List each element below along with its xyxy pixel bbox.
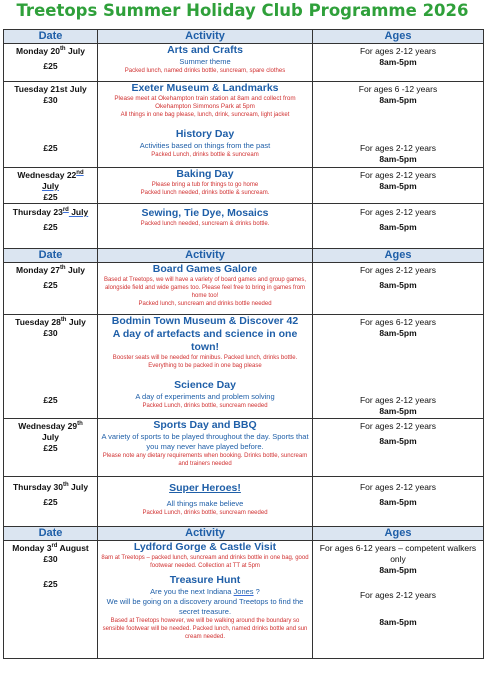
date-header: Date	[4, 30, 98, 44]
age-range: For ages 2-12 years	[359, 207, 437, 217]
age-range: For ages 2-12 years	[359, 265, 437, 275]
activity-note: Packed lunch needed, drinks bottle & suncream.	[140, 190, 270, 196]
time-range: 8am-5pm	[379, 222, 417, 232]
table-row	[4, 419, 484, 477]
header-row	[4, 30, 484, 44]
table-row	[4, 315, 484, 419]
age-range: For ages 6 -12 years	[358, 84, 438, 94]
activity-header: Activity	[98, 527, 313, 541]
time-range: 8am-5pm	[379, 154, 417, 164]
table-row	[4, 541, 484, 659]
activity-title: Science Day	[174, 379, 236, 391]
activity-description: A day of experiments and problem solving	[135, 392, 275, 401]
activity-note: Packed Lunch, drinks bottle, suncream needed	[142, 510, 268, 516]
price: £25	[43, 579, 58, 589]
table-row	[4, 82, 484, 168]
header-row	[4, 527, 484, 541]
time-range: 8am-5pm	[379, 406, 417, 416]
age-range: For ages 2-12 years	[359, 590, 437, 600]
date-text: Tuesday 21st July	[14, 84, 87, 94]
activity-note: Packed Lunch, drinks bottle, suncream needed	[142, 403, 268, 409]
price: £25	[43, 280, 58, 290]
activity-description: Summer theme	[179, 57, 231, 66]
table-row	[4, 44, 484, 82]
date-text: Tuesday 28th July	[15, 317, 86, 327]
time-range: 8am-5pm	[379, 565, 417, 575]
price: £30	[43, 554, 58, 564]
header-row	[4, 249, 484, 263]
table-row	[4, 168, 484, 204]
price: £25	[43, 61, 58, 71]
activity-note: Packed lunch needed, suncream & drinks bottle.	[140, 221, 270, 227]
date-header: Date	[4, 249, 98, 263]
activity-header: Activity	[98, 30, 313, 44]
activity-note: 8am at Treetops – packed lunch, suncream and drinks bottle in one bag, good footwear needed. Collection at TT at 5pm	[101, 555, 309, 569]
date-text: Thursday 23rd July	[12, 207, 89, 217]
activity-note: Based at Treetops however, we will be walking around the boundary so sensible footwear will be needed. Packed lunch, named drinks bottle and sun cream needed.	[102, 618, 308, 640]
time-range: 8am-5pm	[379, 95, 417, 105]
activity-description: All things make believe	[166, 499, 244, 508]
ages-header: Ages	[313, 30, 484, 44]
activity-note: Please note any dietary requirements when booking. Drinks bottle, suncream and trainers needed	[102, 453, 308, 467]
activity-note: Packed Lunch, drinks bottle & suncream	[151, 152, 259, 158]
age-range: For ages 2-12 years	[359, 143, 437, 153]
date-header: Date	[4, 527, 98, 541]
table-row	[4, 263, 484, 315]
age-range: For ages 2-12 years	[359, 395, 437, 405]
activity-title: Baking Day	[176, 168, 234, 180]
date-text: Wednesday 29th July	[18, 421, 83, 442]
time-range: 8am-5pm	[379, 328, 417, 338]
date-text: Thursday 30th July	[12, 482, 89, 492]
activity-title: Treasure Hunt	[169, 574, 241, 586]
price: £25	[43, 143, 58, 153]
ages-header: Ages	[313, 249, 484, 263]
price: £25	[43, 443, 58, 453]
price: £25	[43, 192, 58, 202]
table-row	[4, 477, 484, 527]
activity-title: Lydford Gorge & Castle Visit	[133, 541, 277, 553]
activity-note: All things in one bag please, lunch, drink, suncream, light jacket	[120, 112, 290, 118]
time-range: 8am-5pm	[379, 497, 417, 507]
activity-title: Sewing, Tie Dye, Mosaics	[141, 207, 269, 219]
activity-note: Based at Treetops, we will have a variety of board games and group games, alongside field and wide games too. Please feel free to bring in games from home too!	[103, 277, 307, 299]
activity-title: Bodmin Town Museum & Discover 42	[111, 315, 299, 327]
time-range: 8am-5pm	[379, 181, 417, 191]
age-range: For ages 2-12 years	[359, 482, 437, 492]
time-range: 8am-5pm	[379, 280, 417, 290]
activity-description: Activities based on things from the past	[139, 141, 271, 150]
activity-note: Booster seats will be needed for minibus. Packed lunch, drinks bottle. Everything to be packed in one bag please	[112, 355, 298, 369]
activity-title: Exeter Museum & Landmarks	[131, 82, 279, 94]
activity-description: Are you the next Indiana Jones ?	[150, 587, 260, 596]
activity-title: Sports Day and BBQ	[153, 419, 257, 431]
page-title: Treetops Summer Holiday Club Programme 2026	[16, 1, 469, 20]
age-range: For ages 6-12 years – competent walkers only	[319, 543, 477, 564]
date-text: Monday 3rd August	[12, 543, 89, 553]
time-range: 8am-5pm	[379, 57, 417, 67]
activity-note: Packed lunch, named drinks bottle, suncream, spare clothes	[124, 68, 286, 74]
price: £25	[43, 497, 58, 507]
date-text: Wednesday 22nd July	[17, 170, 84, 191]
activity-title: History Day	[175, 128, 235, 140]
age-range: For ages 2-12 years	[359, 170, 437, 180]
activity-subtitle: A day of artefacts and science in one town!	[112, 328, 298, 353]
age-range: For ages 2-12 years	[359, 46, 437, 56]
activity-title: Arts and Crafts	[167, 44, 243, 56]
price: £25	[43, 222, 58, 232]
time-range: 8am-5pm	[379, 436, 417, 446]
activity-description: A variety of sports to be played throughout the day. Sports that you may never have played before.	[101, 432, 309, 451]
table-row	[4, 204, 484, 249]
date-text: Monday 20th July	[16, 46, 85, 56]
price: £30	[43, 328, 58, 338]
ages-header: Ages	[313, 527, 484, 541]
activity-note: Please meet at Okehampton train station at 8am and collect from Okehampton Simmons Park at 5pm	[114, 95, 296, 110]
activity-description: We will be going on a discovery around Treetops to find the secret treasure.	[106, 597, 304, 616]
activity-title: Board Games Galore	[152, 263, 258, 275]
date-text: Monday 27th July	[16, 265, 85, 275]
programme-table	[3, 29, 484, 659]
age-range: For ages 2-12 years	[359, 421, 437, 431]
activity-title: Super Heroes!	[169, 482, 241, 494]
time-range: 8am-5pm	[379, 617, 417, 627]
activity-note: Packed lunch, suncream and drinks bottle needed	[138, 301, 272, 307]
activity-header: Activity	[98, 249, 313, 263]
age-range: For ages 6-12 years	[359, 317, 437, 327]
activity-note: Please bring a tub for things to go home	[151, 182, 259, 188]
price: £30	[43, 95, 58, 105]
price: £25	[43, 395, 58, 405]
